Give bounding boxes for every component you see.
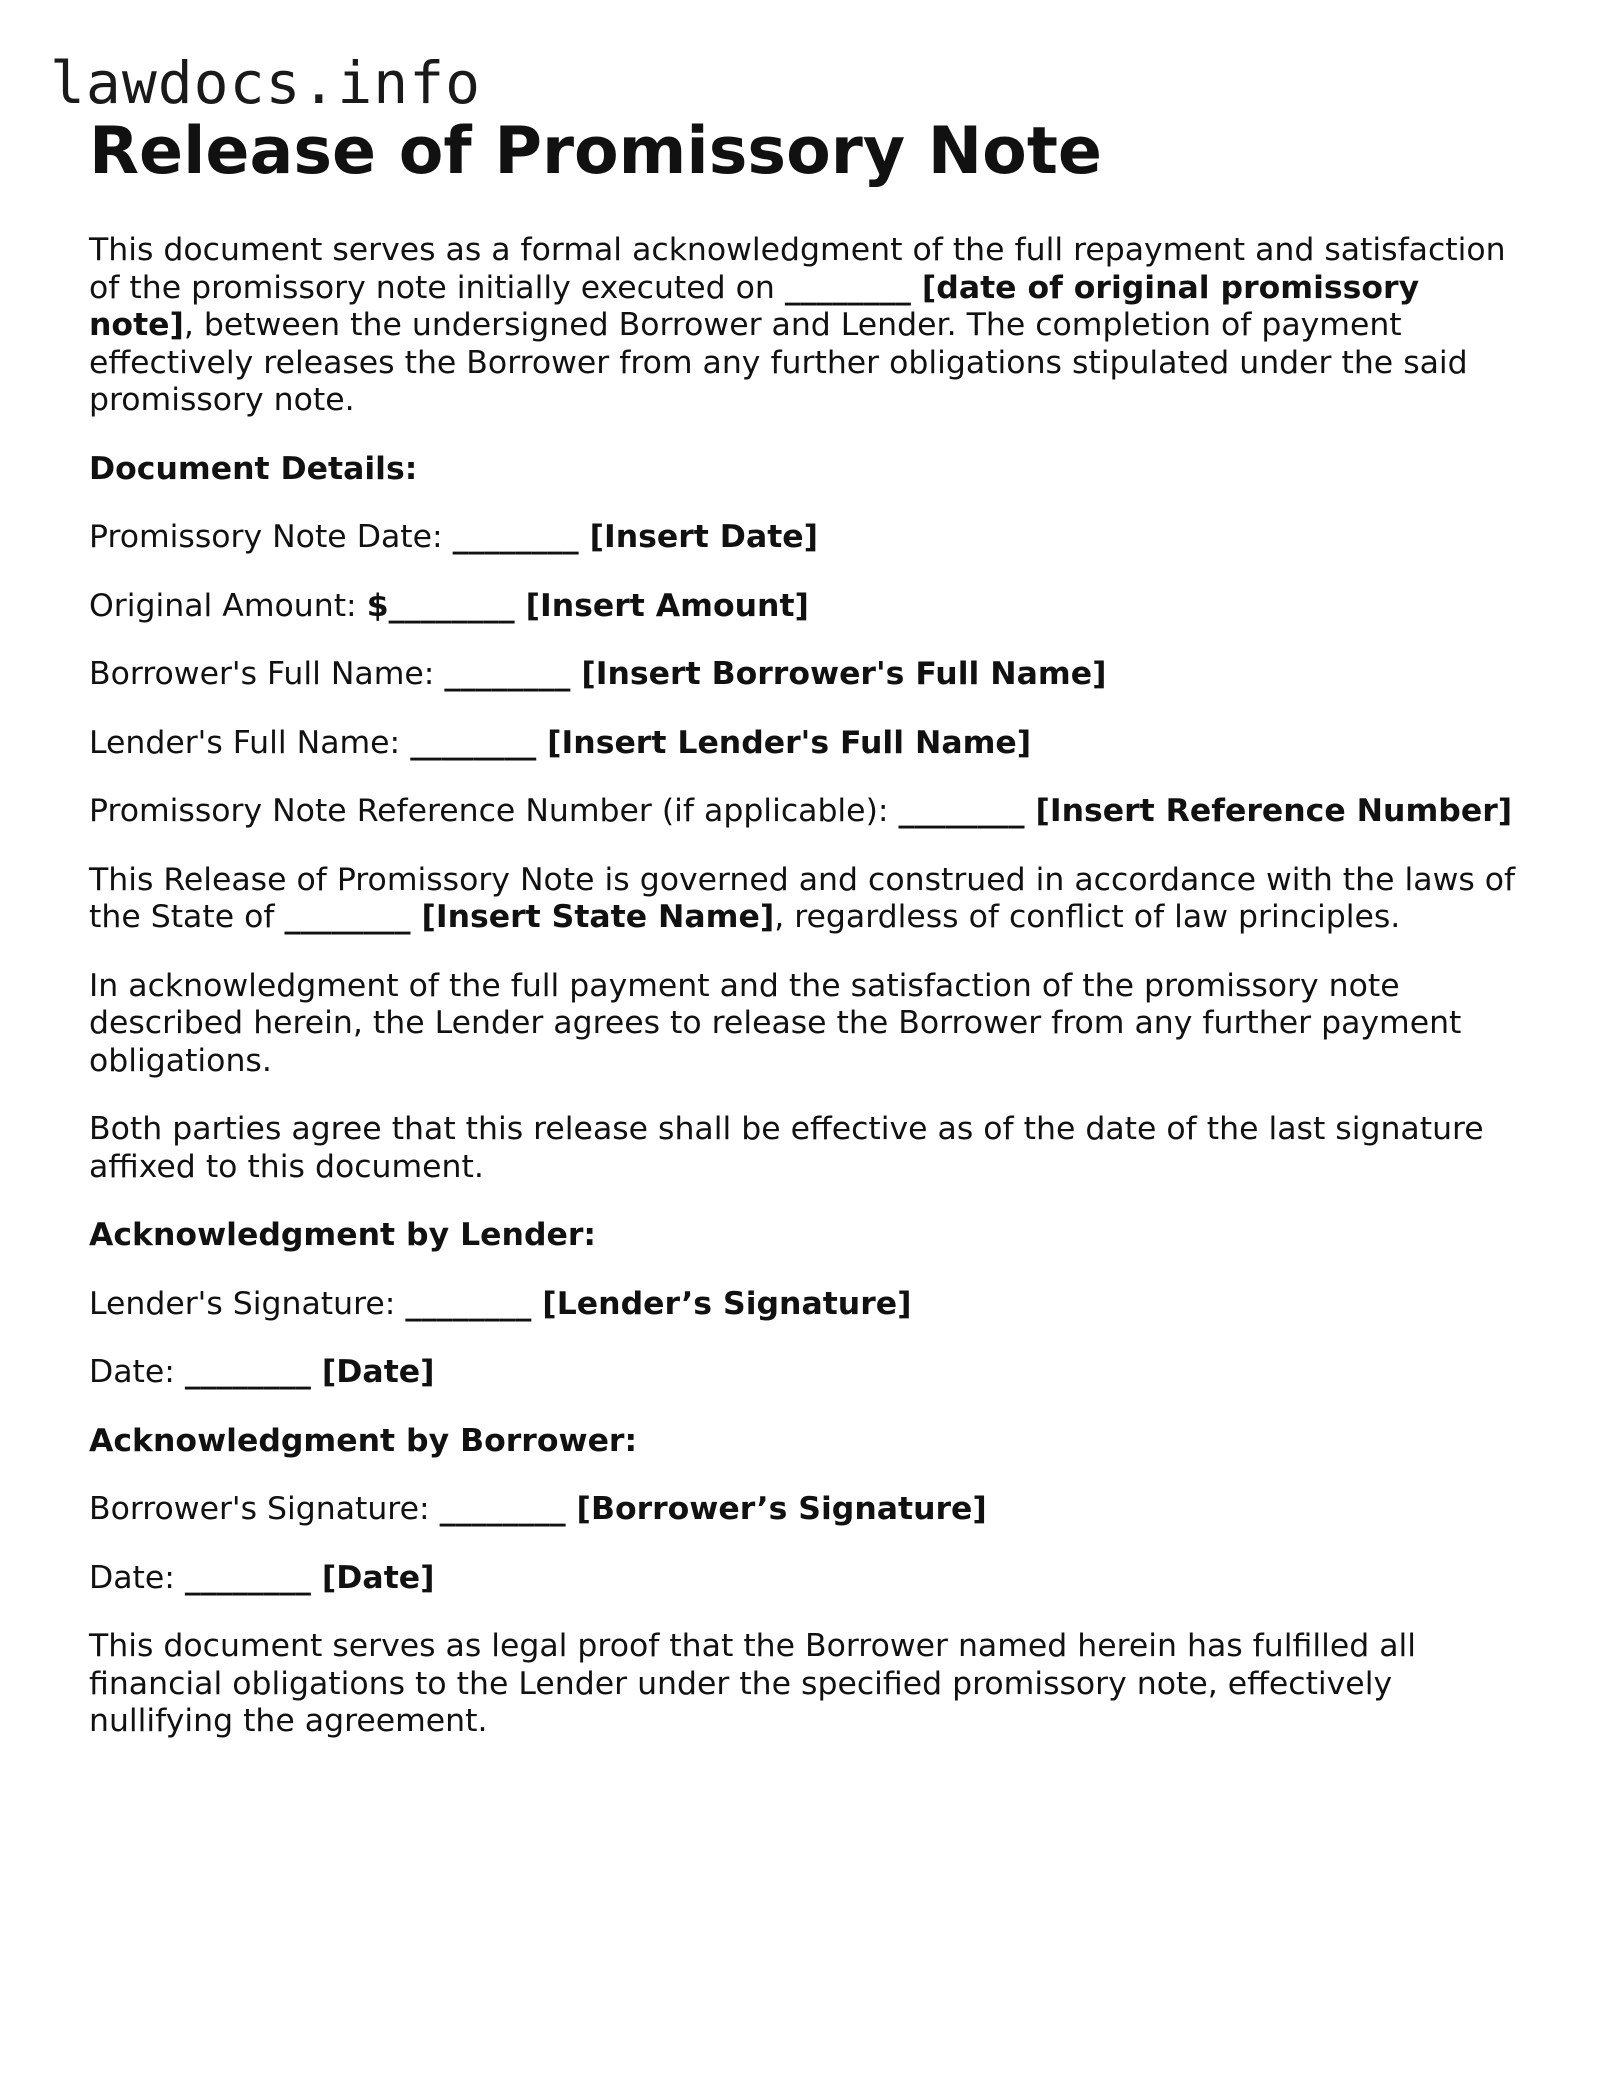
- governing-law-text-end: , regardless of conflict of law principles.: [774, 899, 1401, 935]
- state-name-blank: ________: [284, 899, 411, 935]
- borrower-signature-field: [89, 1491, 1529, 1529]
- governing-law-text-start: This Release of Promissory Note is governed and construed in accordance with the laws of the State of: [89, 861, 1516, 935]
- borrower-signature-label: Borrower's Signature:: [89, 1491, 440, 1527]
- effective-date-paragraph: Both parties agree that this release shall be effective as of the date of the last signature affixed to this document.: [89, 1111, 1484, 1185]
- borrower-date-label: Date:: [89, 1559, 185, 1596]
- original-amount-label: Original Amount:: [89, 587, 367, 624]
- intro-text-end: , between the undersigned Borrower and Lender. The completion of payment effectively releases the Borrower from any further obligations stipulated under the said promissory note.: [89, 307, 1468, 418]
- borrower-name-placeholder: [Insert Borrower's Full Name]: [570, 656, 1107, 692]
- note-date-field: [89, 519, 1529, 557]
- lender-name-blank: ________: [410, 724, 537, 761]
- borrower-name-label: Borrower's Full Name:: [89, 656, 445, 692]
- borrower-name-blank: ________: [444, 656, 571, 692]
- intro-date-blank: ________: [784, 269, 911, 306]
- reference-number-field: [89, 793, 1529, 831]
- lender-date-placeholder: [Date]: [310, 1354, 435, 1390]
- document-details-heading: Document Details:: [89, 450, 418, 487]
- site-watermark: lawdocs.info: [50, 49, 482, 117]
- original-amount-placeholder: [Insert Amount]: [514, 587, 809, 624]
- state-name-placeholder: [Insert State Name]: [410, 899, 775, 935]
- borrower-date-field: [89, 1560, 1529, 1598]
- document-title: Release of Promissory Note: [89, 114, 1102, 189]
- reference-number-blank: ________: [898, 793, 1025, 829]
- reference-number-label: Promissory Note Reference Number (if applicable):: [89, 793, 899, 829]
- borrower-date-placeholder: [Date]: [310, 1559, 435, 1596]
- note-date-placeholder: [Insert Date]: [578, 519, 819, 555]
- governing-law-paragraph: [89, 862, 1529, 937]
- borrower-signature-placeholder: [Borrower’s Signature]: [565, 1491, 987, 1527]
- intro-date-placeholder: [date of original promissory note]: [89, 269, 1420, 343]
- reference-number-placeholder: [Insert Reference Number]: [1024, 793, 1513, 829]
- document-page: [89, 114, 1529, 1772]
- note-date-blank: ________: [452, 519, 579, 555]
- note-date-label: Promissory Note Date:: [89, 519, 453, 555]
- borrower-signature-blank: ________: [439, 1491, 566, 1527]
- lender-signature-placeholder: [Lender’s Signature]: [531, 1285, 912, 1322]
- lender-name-placeholder: [Insert Lender's Full Name]: [536, 724, 1032, 761]
- original-amount-field: [89, 588, 1529, 626]
- original-amount-blank: $________: [366, 587, 515, 624]
- lender-name-field: [89, 725, 1529, 763]
- lender-signature-label: Lender's Signature:: [89, 1285, 406, 1322]
- release-paragraph: In acknowledgment of the full payment and the satisfaction of the promissory note described herein, the Lender agrees to release the Borrower from any further payment obligations.: [89, 967, 1462, 1079]
- borrower-name-field: [89, 656, 1529, 694]
- lender-date-field: [89, 1354, 1529, 1392]
- borrower-date-blank: ________: [184, 1559, 311, 1596]
- lender-name-label: Lender's Full Name:: [89, 724, 411, 761]
- intro-paragraph: [89, 232, 1529, 420]
- closing-paragraph: This document serves as legal proof that the Borrower named herein has fulfilled all financial obligations to the Lender under the specified promissory note, effectively nullifying the agreement.: [89, 1628, 1417, 1739]
- lender-acknowledgment-heading: Acknowledgment by Lender:: [89, 1217, 597, 1253]
- lender-date-label: Date:: [89, 1354, 185, 1390]
- intro-text-start: This document serves as a formal acknowledgment of the full repayment and satisfaction of the promissory note initially executed on: [89, 232, 1506, 306]
- lender-signature-blank: ________: [405, 1285, 532, 1322]
- lender-signature-field: [89, 1286, 1529, 1324]
- borrower-acknowledgment-heading: Acknowledgment by Borrower:: [89, 1422, 638, 1459]
- lender-date-blank: ________: [184, 1354, 311, 1390]
